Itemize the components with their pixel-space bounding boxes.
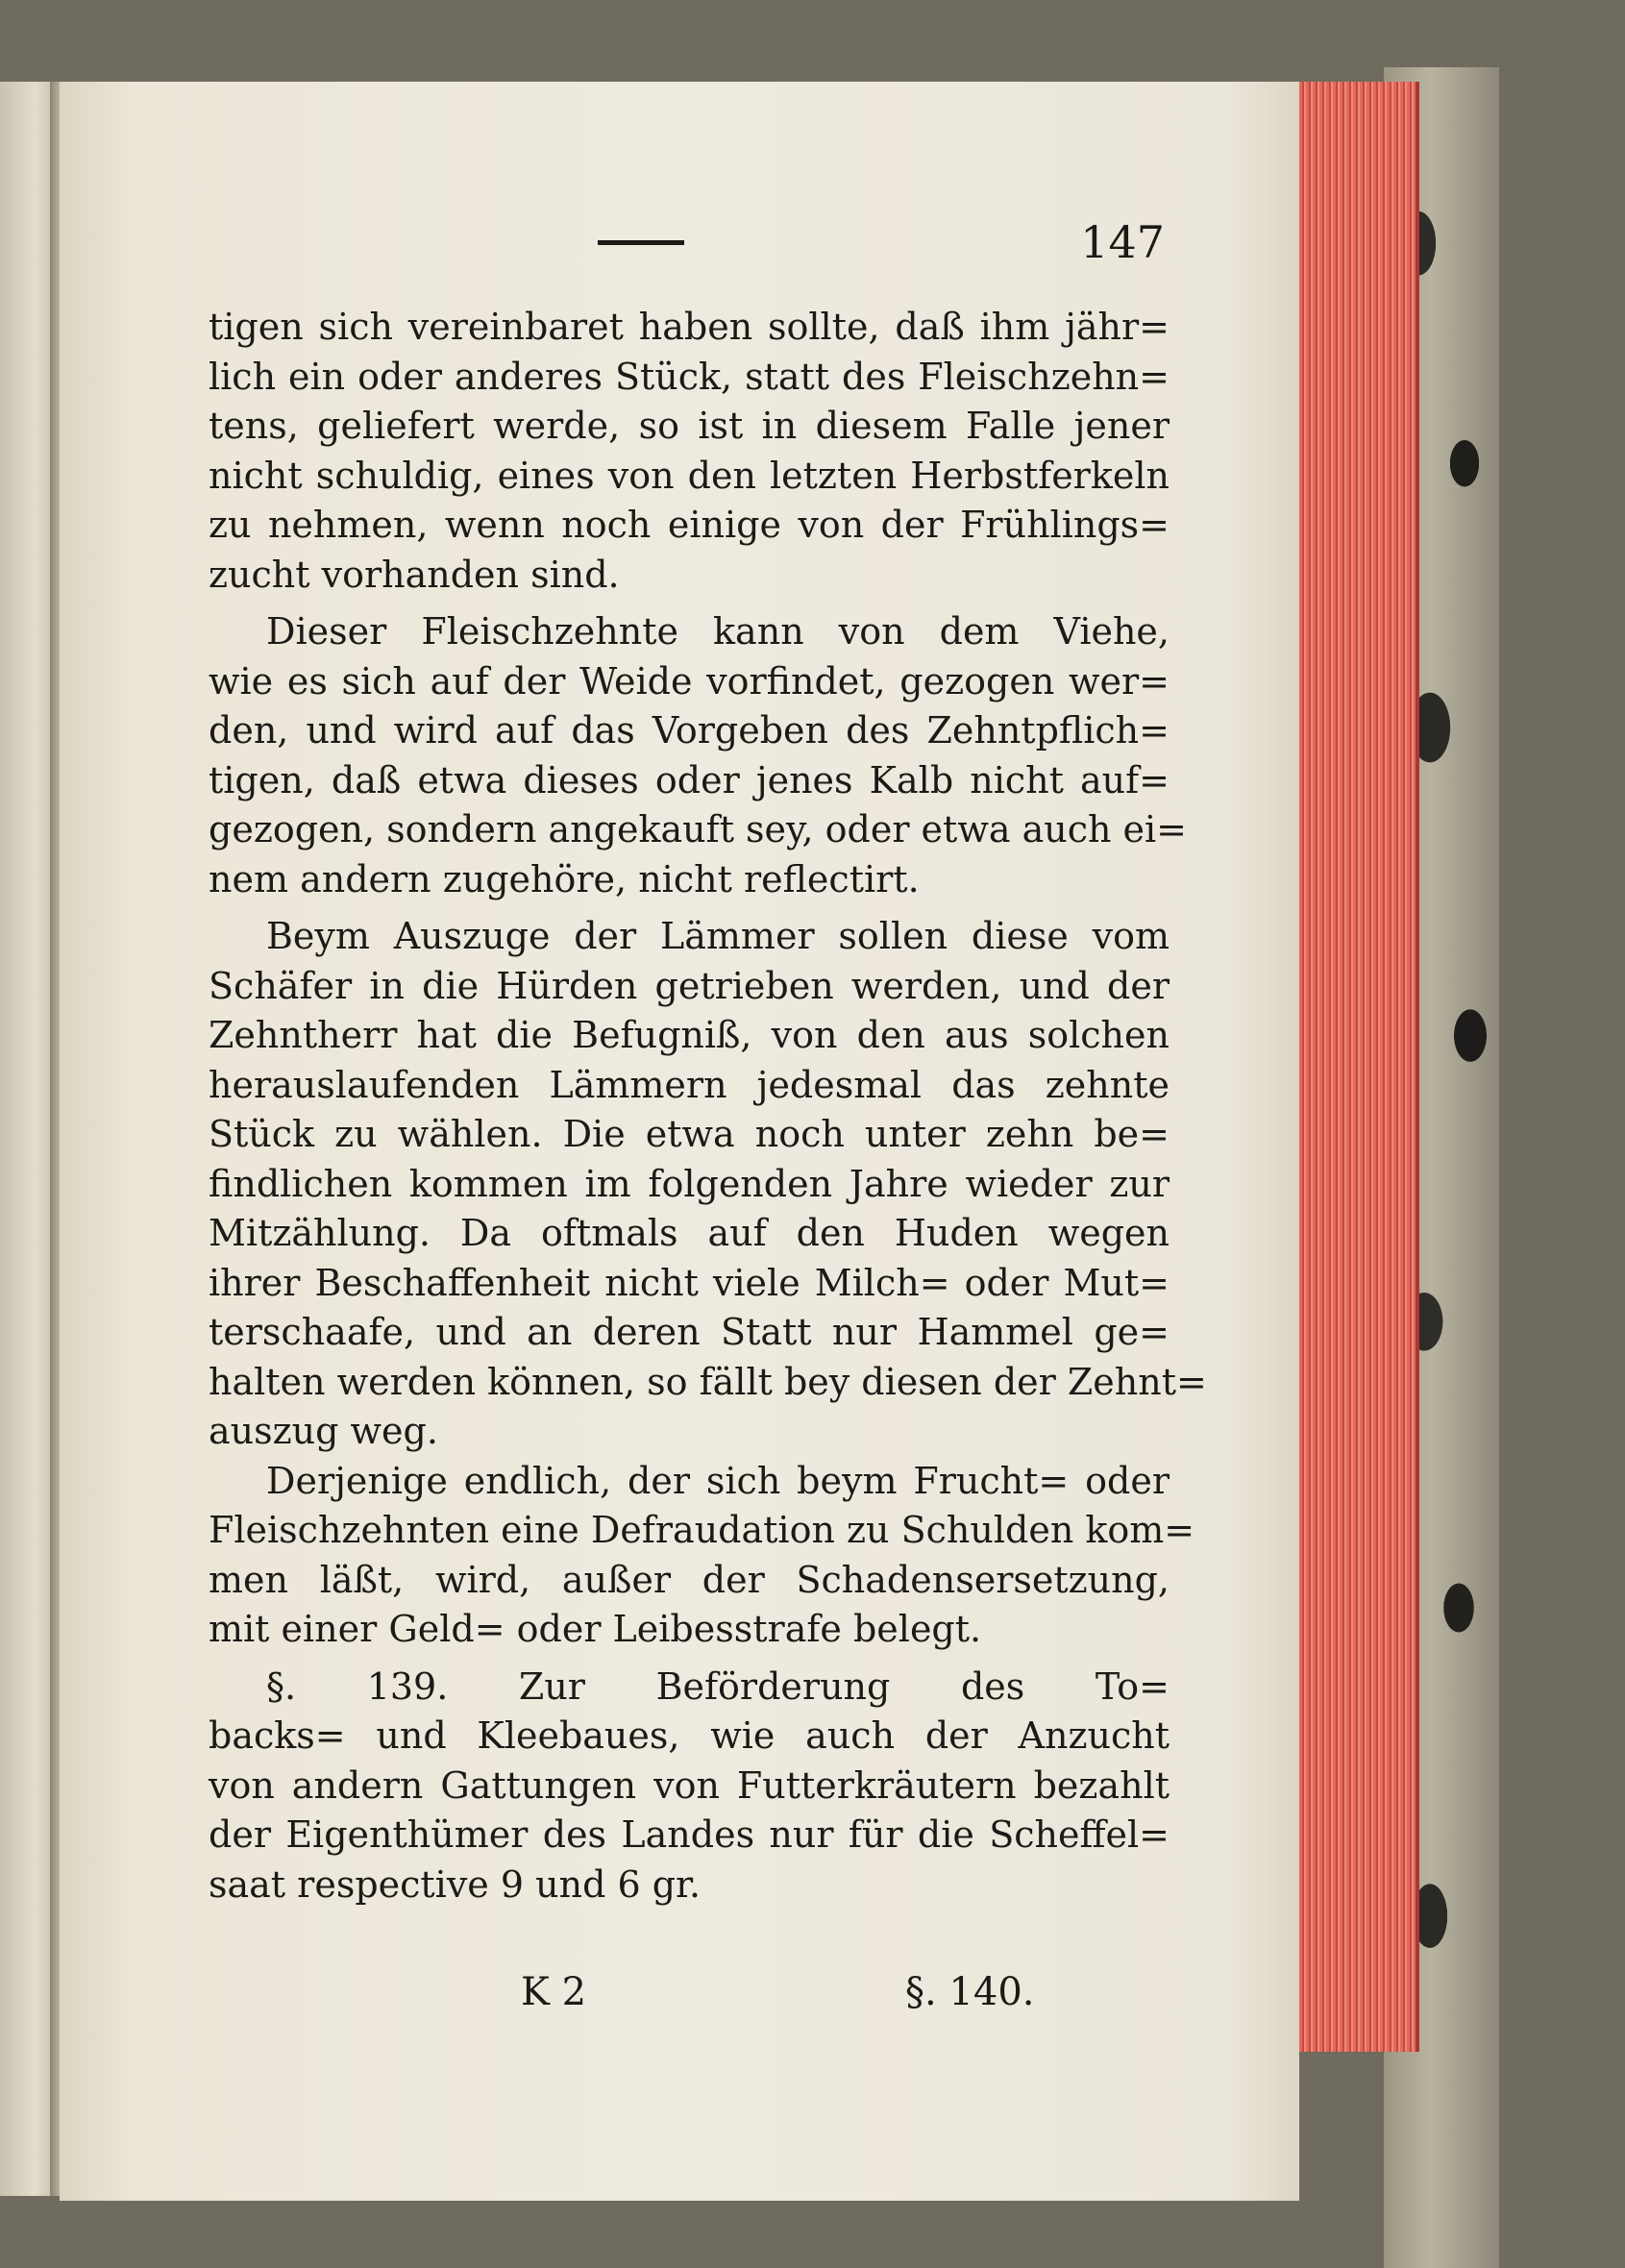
text-line: der Eigenthümer des Landes nur für die Scheffel= [209,1813,1170,1856]
text-line: tigen, daß etwa dieses oder jenes Kalb nicht auf= [209,758,1170,801]
text-line: Dieser Fleischzehnte kann von dem Viehe, [266,610,1170,653]
catchword: §. 140. [905,1970,1035,2014]
text-line: Stück zu wählen. Die etwa noch unter zehn be= [209,1113,1170,1155]
text-line: halten werden können, so fällt bey diesen der Zehnt= [209,1360,1207,1403]
text-line: wie es sich auf der Weide vorfindet, gezogen wer= [209,659,1170,703]
text-line: saat respective 9 und 6 gr. [209,1862,702,1906]
book-gutter [50,82,60,2196]
header-rule [598,240,684,245]
text-line: Schäfer in die Hürden getrieben werden, und der [209,964,1170,1007]
text-line: nem andern zugehöre, nicht reflectirt. [209,857,920,900]
text-line: lich ein oder anderes Stück, statt des Fleischzehn= [209,355,1170,398]
text-line: ihrer Beschaffenheit nicht viele Milch= oder Mut= [209,1261,1170,1304]
text-line: zu nehmen, wenn noch einige von der Frühlings= [209,504,1170,546]
text-line: Derjenige endlich, der sich beym Frucht= oder [266,1459,1170,1502]
text-line: gezogen, sondern angekauft sey, oder etwa auch ei= [209,808,1188,850]
text-line: herauslaufenden Lämmern jedesmal das zehnte [209,1063,1170,1106]
text-line: von andern Gattungen von Futterkräutern bezahlt [209,1763,1170,1807]
red-page-edges [1293,82,1419,2052]
text-line: nicht schuldig, eines von den letzten Herbstferkeln [209,454,1170,497]
text-line: Beym Auszuge der Lämmer sollen diese vom [266,915,1170,957]
text-line: Zehntherr hat die Befugniß, von den aus solchen [209,1014,1170,1056]
previous-page-edge [0,82,50,2196]
text-line: terschaafe, und an deren Statt nur Hammel ge= [209,1311,1170,1353]
text-line: zucht vorhanden sind. [209,553,620,596]
book-page [60,82,1299,2201]
text-line: Fleischzehnten eine Defraudation zu Schulden kom= [209,1509,1195,1551]
page-number: 147 [1080,216,1165,268]
text-line: findlichen kommen im folgenden Jahre wieder zur [209,1162,1170,1205]
text-line: den, und wird auf das Vorgeben des Zehntpflich= [209,709,1170,752]
body-text [209,303,1207,1910]
text-line: mit einer Geld= oder Leibesstrafe belegt. [209,1608,982,1650]
text-line: Mitzählung. Da oftmals auf den Huden wegen [209,1212,1170,1254]
text-line: tens, geliefert werde, so ist in diesem Falle jener [209,405,1170,447]
signature-mark: K 2 [521,1970,587,2014]
text-line: men läßt, wird, außer der Schadensersetzung, [209,1558,1170,1601]
text-line: backs= und Kleebaues, wie auch der Anzucht [209,1714,1170,1757]
text-line: tigen sich vereinbaret haben sollte, daß ihm jähr= [209,306,1170,348]
text-line: auszug weg. [209,1410,438,1452]
text-line: §. 139. Zur Beförderung des To= [266,1664,1170,1708]
